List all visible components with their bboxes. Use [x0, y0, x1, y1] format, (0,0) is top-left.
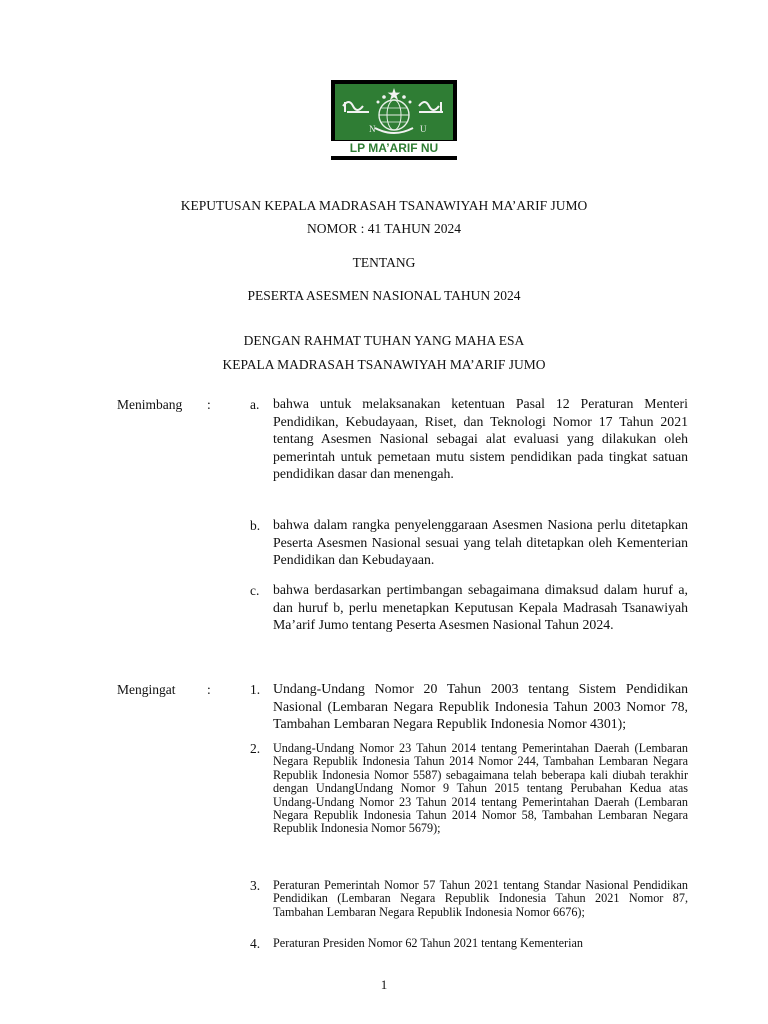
logo-caption: LP MA’ARIF NU — [331, 141, 457, 156]
mengingat-marker-4: 4. — [250, 936, 261, 951]
menimbang-colon: : — [207, 397, 211, 412]
menimbang-item-b-text: bahwa dalam rangka penyelenggaraan Asesmen Nasiona perlu ditetapkan Peserta Asesmen Nasional sesuai yang telah ditetapkan oleh Kementerian Pendidikan dan Kebudayaan. — [273, 517, 688, 568]
logo-emblem — [335, 84, 453, 140]
mengingat-item-3 — [273, 879, 688, 919]
logo-letter-n: N — [369, 124, 376, 134]
mengingat-item-1-text: Undang-Undang Nomor 20 Tahun 2003 tentang Sistem Pendidikan Nasional (Lembaran Negara Republik Indonesia Tahun 2003 Nomor 78, Tambahan Lembaran Negara Republik Indonesia Nomor 4301); — [273, 681, 688, 732]
mengingat-item-4 — [273, 937, 688, 950]
mengingat-item-3-text: Peraturan Pemerintah Nomor 57 Tahun 2021 tentang Standar Nasional Pendidikan Pendidikan (Lembaran Negara Republik Indonesia Tahun 2021 Nomor 87, Tambahan Lembaran Negara Republik Indonesia Nomor 6676); — [273, 878, 688, 919]
mengingat-item-4-text: Peraturan Presiden Nomor 62 Tahun 2021 tentang Kementerian — [273, 936, 583, 950]
menimbang-item-a — [273, 395, 688, 483]
mengingat-item-2-text: Undang-Undang Nomor 23 Tahun 2014 tentang Pemerintahan Daerah (Lembaran Negara Republik Indonesia Tahun 2014 Nomor 244, Tambahan Lembaran Negara Republik Indonesia Nomor 5587) sebagaimana telah beberapa kali diubah terakhir dengan UndangUndang Nomor 9 Tahun 2015 tentang Perubahan Kedua atas Undang-Undang Nomor 23 Tahun 2014 tentang Pemerintahan Daerah (Lembaran Negara Republik Indonesia Tahun 2014 Nomor 58, Tambahan Lembaran Negara Republik Indonesia Nomor 5679); — [273, 741, 688, 836]
menimbang-marker-c: c. — [250, 583, 260, 598]
decree-subject: PESERTA ASESMEN NASIONAL TAHUN 2024 — [247, 288, 521, 303]
menimbang-item-c — [273, 581, 688, 634]
kepala-line: KEPALA MADRASAH TSANAWIYAH MA’ARIF JUMO — [222, 357, 546, 372]
mengingat-item-1 — [273, 680, 688, 733]
menimbang-marker-a: a. — [250, 397, 260, 412]
page-number: 1 — [380, 977, 388, 992]
mengingat-item-2 — [273, 742, 688, 836]
mengingat-marker-3: 3. — [250, 878, 261, 893]
menimbang-label: Menimbang — [117, 397, 183, 412]
mengingat-label: Mengingat — [117, 682, 176, 697]
menimbang-item-a-text: bahwa untuk melaksanakan ketentuan Pasal 12 Peraturan Menteri Pendidikan, Kebudayaan, Riset, dan Teknologi Nomor 17 Tahun 2021 tentang Asesmen Nasional sebagai alat evaluasi yang dilakukan oleh pemerintah untuk pemetaan mutu sistem pendidikan pada tingkat satuan pendidikan dasar dan menengah. — [273, 396, 688, 482]
rahmat-line: DENGAN RAHMAT TUHAN YANG MAHA ESA — [243, 333, 525, 348]
decree-title: KEPUTUSAN KEPALA MADRASAH TSANAWIYAH MA’ARIF JUMO — [180, 198, 588, 213]
menimbang-marker-b: b. — [250, 518, 261, 533]
mengingat-colon: : — [207, 682, 211, 697]
menimbang-item-c-text: bahwa berdasarkan pertimbangan sebagaimana dimaksud dalam huruf a, dan huruf b, perlu menetapkan Keputusan Kepala Madrasah Tsanawiyah Ma’arif Jumo tentang Peserta Asesmen Nasional Tahun 2024. — [273, 582, 688, 633]
lp-maarif-nu-logo — [331, 80, 457, 160]
decree-number: NOMOR : 41 TAHUN 2024 — [307, 221, 461, 236]
tentang-heading: TENTANG — [352, 255, 416, 270]
mengingat-marker-2: 2. — [250, 741, 261, 756]
logo-letter-u: U — [420, 124, 427, 134]
mengingat-marker-1: 1. — [250, 682, 261, 697]
menimbang-item-b — [273, 516, 688, 569]
